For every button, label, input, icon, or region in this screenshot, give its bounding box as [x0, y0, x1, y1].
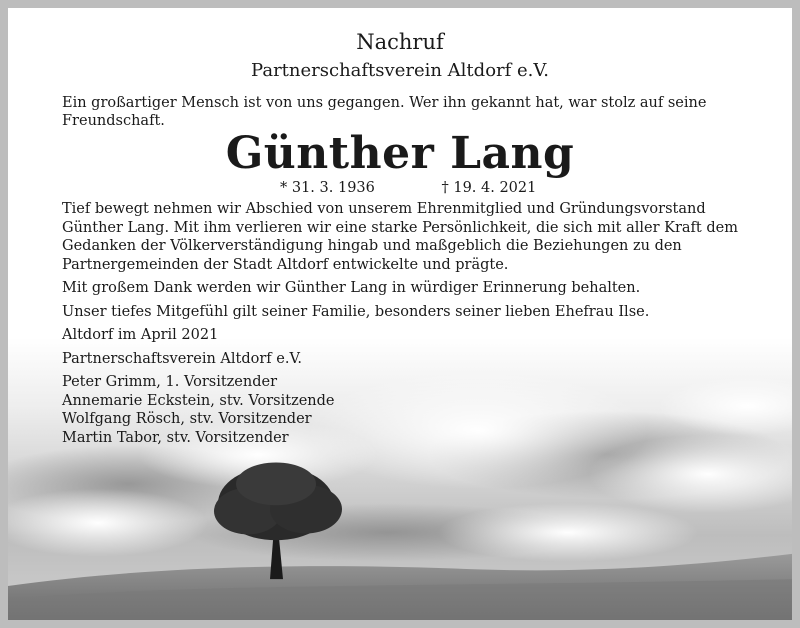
- signatory: Wolfgang Rösch, stv. Vorsitzender: [62, 411, 312, 427]
- intro-text: Ein großartiger Mensch ist von uns gegangen. Wer ihn gekannt hat, war stolz auf seine Freundschaft.: [62, 95, 707, 129]
- birth-date: * 31. 3. 1936: [280, 180, 375, 196]
- organization-name: Partnerschaftsverein Altdorf e.V.: [251, 60, 549, 81]
- signatory: Martin Tabor, stv. Vorsitzender: [62, 429, 289, 446]
- death-date: † 19. 4. 2021: [441, 180, 537, 196]
- paragraph: Tief bewegt nehmen wir Abschied von unserem Ehrenmitglied und Gründungsvorstand Günther Lang. Mit ihm verlieren wir eine starke Persönlichkeit, die sich mit aller Kraft dem Gedanken der Völkerverständigung hingab und maßgeblich die Beziehungen zu den Partnergemeinden der Stadt Altdorf entwickelte und prägte.: [62, 201, 738, 273]
- signatory: Peter Grimm, 1. Vorsitzender: [62, 374, 278, 390]
- life-dates: [280, 180, 536, 196]
- signatories-list: [62, 373, 752, 447]
- signing-organization: Partnerschaftsverein Altdorf e.V.: [62, 350, 303, 367]
- notice-body: [62, 200, 752, 447]
- paragraph: Mit großem Dank werden wir Günther Lang in würdiger Erinnerung behalten.: [62, 280, 641, 296]
- paragraph: Unser tiefes Mitgefühl gilt seiner Familie, besonders seiner lieben Ehefrau Ilse.: [62, 303, 650, 320]
- notice-heading: Nachruf: [356, 30, 444, 54]
- signatory: Annemarie Eckstein, stv. Vorsitzende: [62, 392, 335, 409]
- deceased-name: Günther Lang: [225, 128, 575, 179]
- place-date: Altdorf im April 2021: [62, 327, 219, 343]
